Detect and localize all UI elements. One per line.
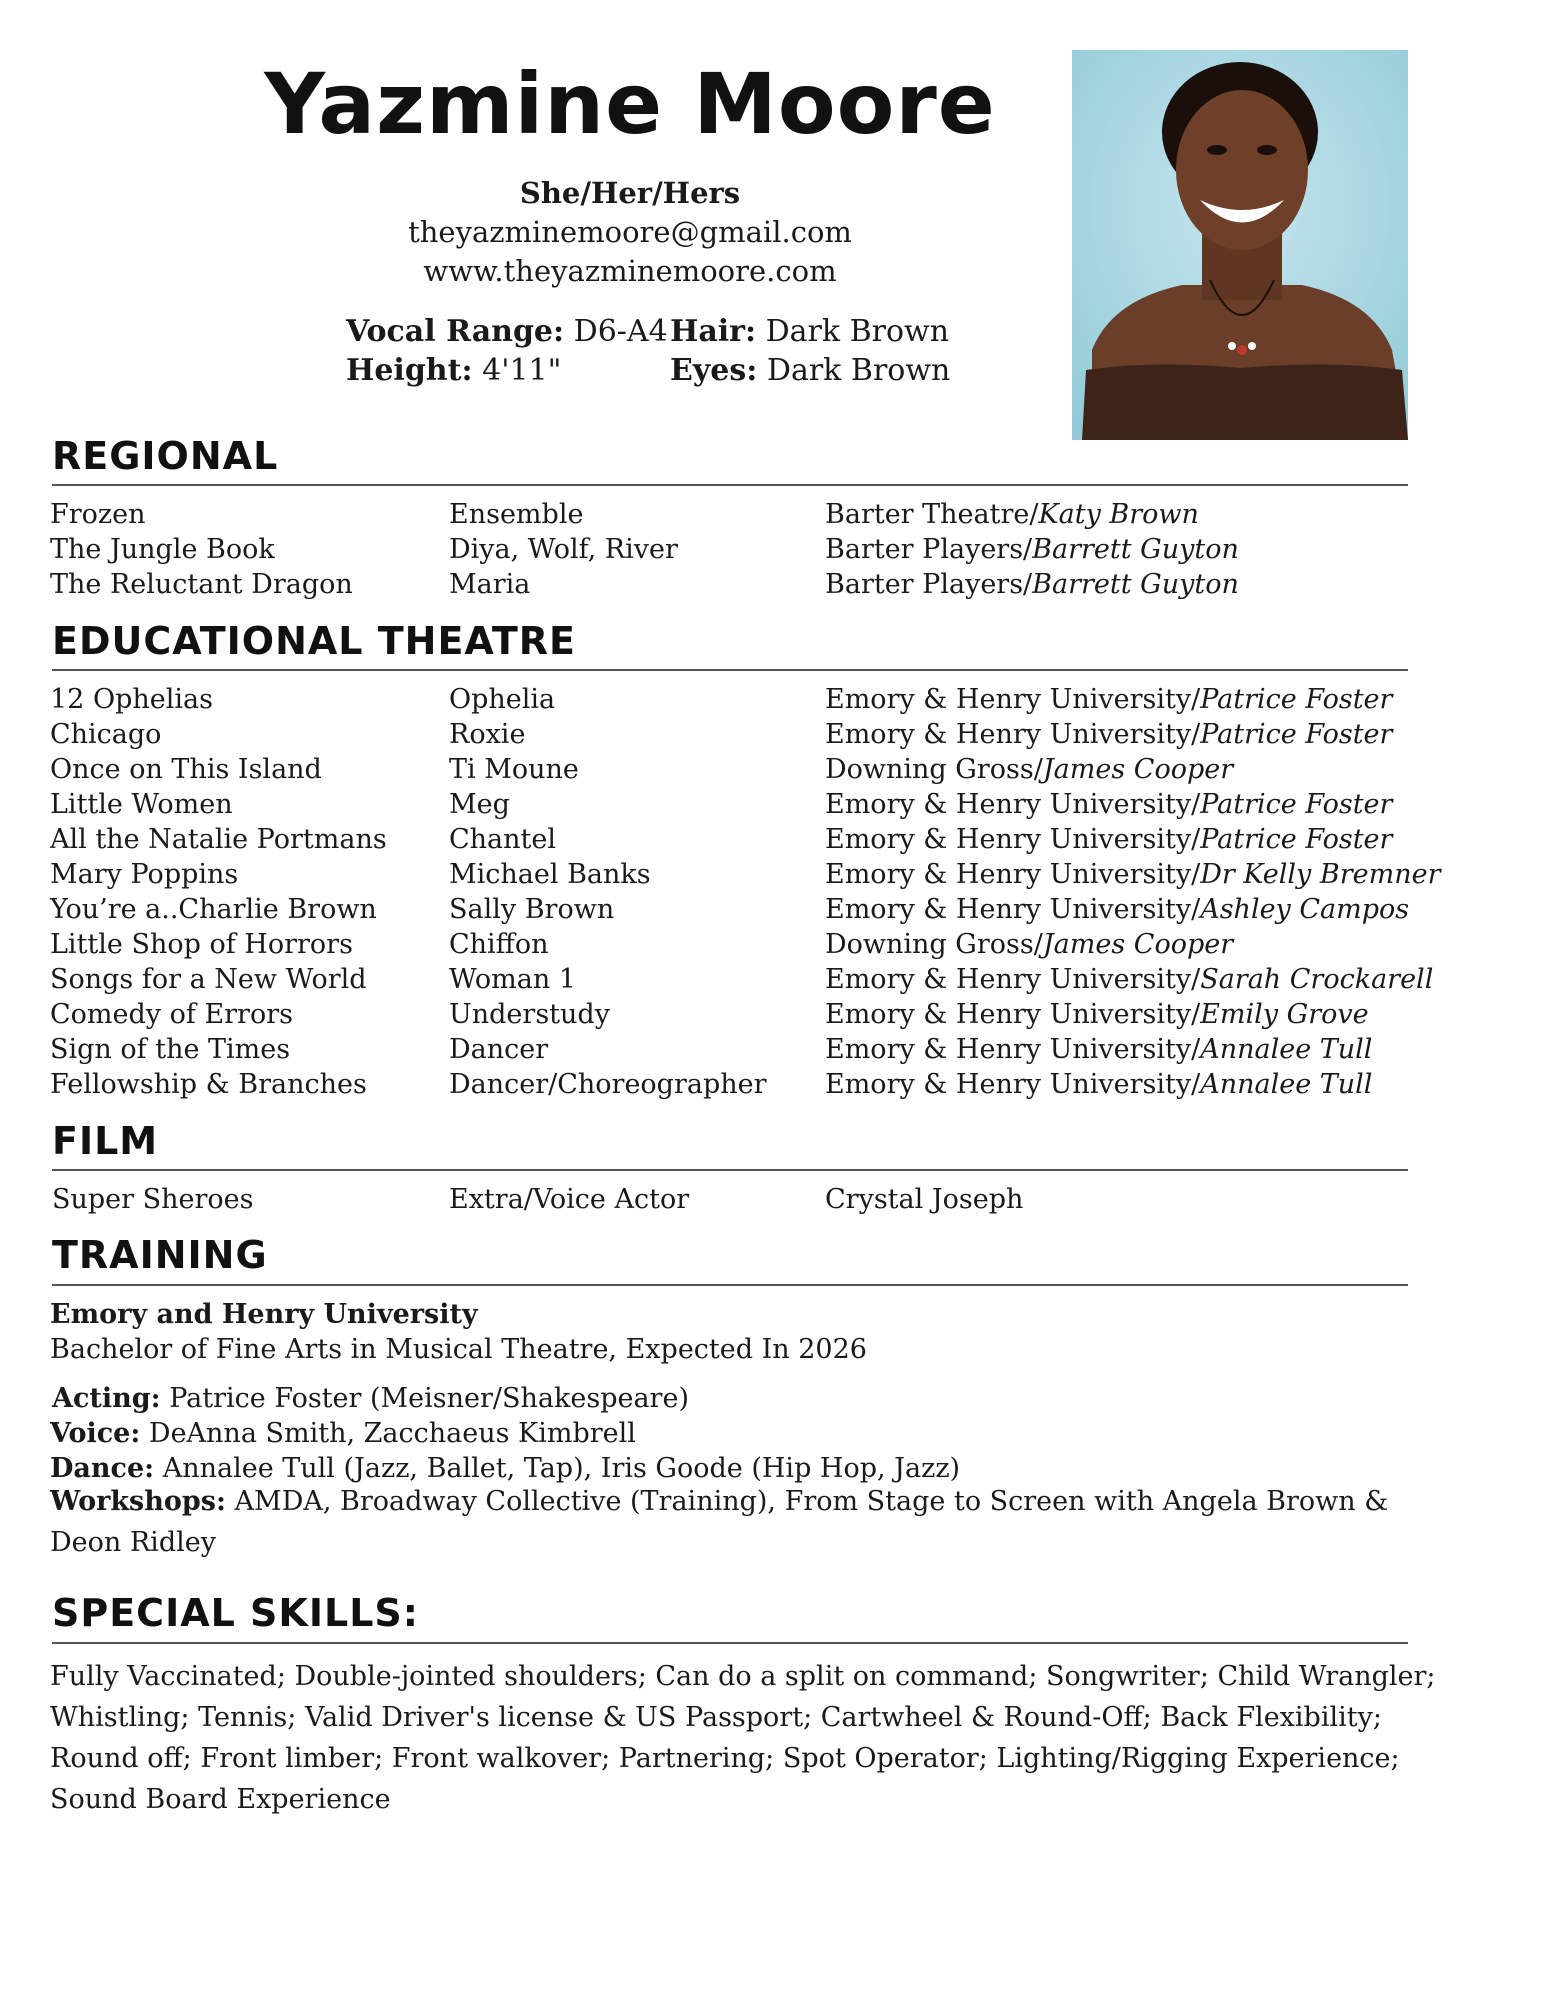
table-row xyxy=(0,753,1545,787)
table-row xyxy=(0,498,1545,532)
role: Woman 1 xyxy=(449,964,577,995)
venue-director: Downing Gross/James Cooper xyxy=(825,754,1234,785)
hair-label: Hair: xyxy=(670,314,757,349)
regional-title: REGIONAL xyxy=(52,434,279,478)
venue-director: Emory & Henry University/Annalee Tull xyxy=(825,1069,1373,1100)
role: Roxie xyxy=(449,719,526,750)
show-title: Little Women xyxy=(50,789,233,820)
training-voice xyxy=(50,1417,636,1451)
show-title: Chicago xyxy=(50,719,162,750)
website[interactable]: www.theyazminemoore.com xyxy=(423,254,837,288)
show-title: Super Sheroes xyxy=(52,1184,254,1215)
vocal-range-value: D6-A4 xyxy=(573,314,668,349)
school-name: Emory and Henry University xyxy=(50,1299,478,1330)
role: Ophelia xyxy=(449,684,556,715)
height xyxy=(346,353,561,388)
role: Michael Banks xyxy=(449,859,651,890)
venue-director: Emory & Henry University/Dr Kelly Bremner xyxy=(825,859,1441,890)
role: Chantel xyxy=(449,824,556,855)
role: Ensemble xyxy=(449,499,584,530)
role: Understudy xyxy=(449,999,610,1030)
role: Chiffon xyxy=(449,929,549,960)
venue-director: Downing Gross/James Cooper xyxy=(825,929,1234,960)
table-row xyxy=(0,788,1545,822)
table-row xyxy=(0,858,1545,892)
role: Diya, Wolf, River xyxy=(449,534,678,565)
venue-director: Emory & Henry University/Annalee Tull xyxy=(825,1034,1373,1065)
table-row xyxy=(0,963,1545,997)
venue-director: Emory & Henry University/Patrice Foster xyxy=(825,824,1393,855)
role: Dancer xyxy=(449,1034,549,1065)
show-title: The Reluctant Dragon xyxy=(50,569,353,600)
show-title: Once on This Island xyxy=(50,754,322,785)
educational-title: EDUCATIONAL THEATRE xyxy=(52,619,577,663)
director: Crystal Joseph xyxy=(825,1184,1024,1215)
hair-value: Dark Brown xyxy=(765,314,950,349)
role: Ti Moune xyxy=(449,754,579,785)
venue-director: Emory & Henry University/Sarah Crockarell xyxy=(825,964,1434,995)
height-label: Height: xyxy=(346,353,473,388)
workshops-label: Workshops: xyxy=(50,1486,226,1517)
venue-director: Emory & Henry University/Patrice Foster xyxy=(825,719,1393,750)
show-title: 12 Ophelias xyxy=(50,684,213,715)
table-row xyxy=(0,893,1545,927)
pronouns: She/Her/Hers xyxy=(519,176,741,210)
table-row xyxy=(0,568,1545,602)
training-title: TRAINING xyxy=(52,1233,268,1277)
venue-director: Emory & Henry University/Patrice Foster xyxy=(825,789,1393,820)
show-title: You’re a..Charlie Brown xyxy=(50,894,377,925)
role: Extra/Voice Actor xyxy=(449,1184,690,1215)
table-row xyxy=(0,928,1545,962)
skills-text: Fully Vaccinated; Double-jointed shoulders; Can do a split on command; Songwriter; Child Wrangler; Whistling; Tennis; Valid Driver's license & US Passport; Cartwheel & Round-Off; Back Flexibility; Round off; Front limber; Front walkover; Partnering; Spot Operator; Lighting/Rigging Experience; Sound Board Experience xyxy=(50,1661,1436,1815)
degree: Bachelor of Fine Arts in Musical Theatre, Expected In 2026 xyxy=(50,1334,867,1365)
show-title: Frozen xyxy=(50,499,146,530)
role: Maria xyxy=(449,569,531,600)
eyes-label: Eyes: xyxy=(670,353,758,388)
table-row xyxy=(0,533,1545,567)
skills-title: SPECIAL SKILLS: xyxy=(52,1591,420,1635)
training-acting xyxy=(52,1382,689,1416)
venue-director: Emory & Henry University/Ashley Campos xyxy=(825,894,1410,925)
dance-value: Annalee Tull (Jazz, Ballet, Tap), Iris Goode (Hip Hop, Jazz) xyxy=(162,1453,961,1484)
vocal-range xyxy=(346,314,668,349)
voice-label: Voice: xyxy=(50,1418,141,1449)
table-row xyxy=(0,1183,1545,1217)
film-title: FILM xyxy=(52,1119,159,1163)
venue-director: Barter Theatre/Katy Brown xyxy=(825,499,1199,530)
regional-divider xyxy=(52,484,1408,486)
table-row xyxy=(0,823,1545,857)
venue-director: Emory & Henry University/Emily Grove xyxy=(825,999,1369,1030)
role: Meg xyxy=(449,789,510,820)
show-title: Little Shop of Horrors xyxy=(50,929,353,960)
show-title: Fellowship & Branches xyxy=(50,1069,367,1100)
show-title: Comedy of Errors xyxy=(50,999,293,1030)
height-value: 4'11" xyxy=(482,353,562,388)
dance-label: Dance: xyxy=(50,1453,155,1484)
eyes xyxy=(670,353,950,388)
venue-director: Emory & Henry University/Patrice Foster xyxy=(825,684,1393,715)
acting-label: Acting: xyxy=(52,1383,161,1414)
actor-name: Yazmine Moore xyxy=(264,55,996,153)
table-row xyxy=(0,683,1545,717)
hair xyxy=(670,314,949,349)
show-title: All the Natalie Portmans xyxy=(50,824,387,855)
table-row xyxy=(0,998,1545,1032)
training-workshops xyxy=(50,1481,1430,1563)
role: Dancer/Choreographer xyxy=(449,1069,767,1100)
venue-director: Barter Players/Barrett Guyton xyxy=(825,534,1239,565)
acting-value: Patrice Foster (Meisner/Shakespeare) xyxy=(169,1383,689,1414)
eyes-value: Dark Brown xyxy=(766,353,951,388)
voice-value: DeAnna Smith, Zacchaeus Kimbrell xyxy=(148,1418,636,1449)
role: Sally Brown xyxy=(449,894,615,925)
table-row xyxy=(0,1033,1545,1067)
skills-divider xyxy=(52,1642,1408,1644)
show-title: The Jungle Book xyxy=(50,534,275,565)
educational-divider xyxy=(52,669,1408,671)
film-divider xyxy=(52,1169,1408,1171)
show-title: Sign of the Times xyxy=(50,1034,291,1065)
headshot-photo xyxy=(1072,50,1408,440)
show-title: Songs for a New World xyxy=(50,964,367,995)
training-divider xyxy=(52,1284,1408,1286)
venue-director: Barter Players/Barrett Guyton xyxy=(825,569,1239,600)
show-title: Mary Poppins xyxy=(50,859,239,890)
vocal-range-label: Vocal Range: xyxy=(346,314,565,349)
table-row xyxy=(0,718,1545,752)
workshops-value: AMDA, Broadway Collective (Training), From Stage to Screen with Angela Brown & Deon Ridley xyxy=(50,1486,1389,1558)
table-row xyxy=(0,1068,1545,1102)
email[interactable]: theyazminemoore@gmail.com xyxy=(408,215,852,249)
